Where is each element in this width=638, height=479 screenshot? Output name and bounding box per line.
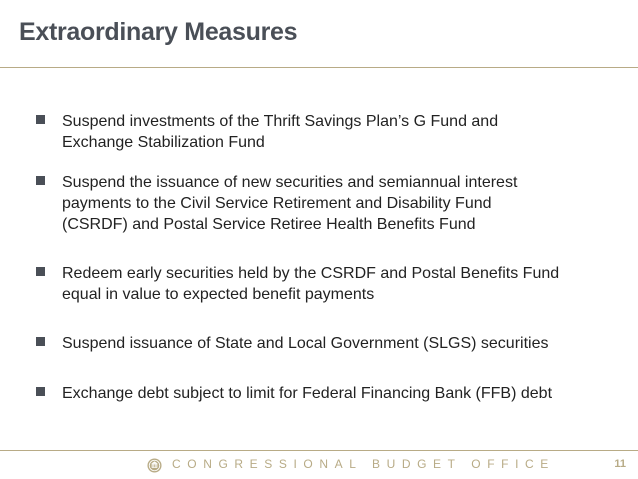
bullet-line: Suspend issuance of State and Local Government (SLGS) securities <box>62 335 549 352</box>
square-bullet-icon <box>36 115 45 124</box>
footer-divider <box>0 450 638 451</box>
title-divider <box>0 67 638 68</box>
bullet-text <box>62 263 607 305</box>
cbo-seal-icon <box>147 458 162 473</box>
bullet-text <box>62 383 607 404</box>
slide-title: Extraordinary Measures <box>19 18 298 46</box>
bullet-line: (CSRDF) and Postal Service Retiree Health Benefits Fund <box>62 216 476 233</box>
footer-organization: CONGRESSIONAL BUDGET OFFICE <box>172 457 555 471</box>
bullet-line: payments to the Civil Service Retirement and Disability Fund <box>62 195 492 212</box>
bullet-line: Suspend investments of the Thrift Savings Plan’s G Fund and <box>62 113 499 130</box>
bullet-line: equal in value to expected benefit payments <box>62 286 375 303</box>
square-bullet-icon <box>36 387 45 396</box>
bullet-line: Exchange debt subject to limit for Federal Financing Bank (FFB) debt <box>62 385 553 402</box>
page-number: 11 <box>614 458 626 470</box>
bullet-line: Redeem early securities held by the CSRDF and Postal Benefits Fund <box>62 265 560 282</box>
bullet-line: Suspend the issuance of new securities and semiannual interest <box>62 174 518 191</box>
square-bullet-icon <box>36 337 45 346</box>
bullet-text <box>62 333 607 354</box>
bullet-line: Exchange Stabilization Fund <box>62 134 265 151</box>
square-bullet-icon <box>36 176 45 185</box>
bullet-text <box>62 172 607 235</box>
square-bullet-icon <box>36 267 45 276</box>
bullet-text <box>62 111 607 153</box>
